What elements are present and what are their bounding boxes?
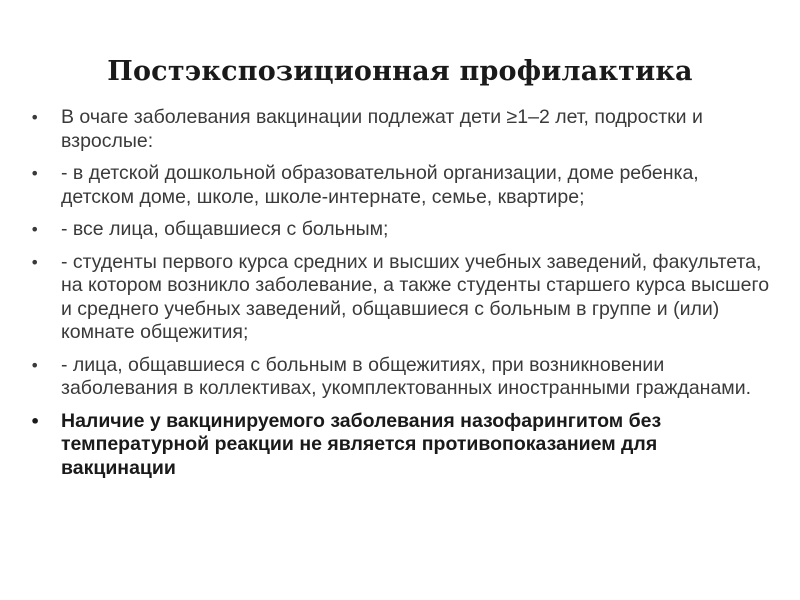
bullet-item <box>30 106 770 153</box>
bullet-dot-icon: • <box>30 411 41 431</box>
bullet-item <box>30 251 770 345</box>
bullet-dot-icon: • <box>30 164 40 183</box>
bullet-dot-icon: • <box>30 355 40 375</box>
bullet-dot-icon: • <box>30 252 40 272</box>
bullet-item <box>30 218 770 242</box>
bullet-list <box>30 106 770 489</box>
slide-title: Постэкспозиционная профилактика <box>107 56 693 87</box>
bullet-text: Наличие у вакцинируемого заболевания назофарингитом без температурной реакции не является противопоказанием для вакцинации <box>61 409 662 479</box>
bullet-text: - в детской дошкольной образовательной организации, доме ребенка, детском доме, школе, школе-интернате, семье, квартире; <box>61 162 699 208</box>
bullet-dot-icon: • <box>30 108 40 127</box>
bullet-item <box>30 162 770 209</box>
bullet-text: - лица, общавшиеся с больным в общежитиях, при возникновении заболевания в коллективах, укомплектованных иностранными гражданами. <box>61 353 752 399</box>
bullet-dot-icon: • <box>30 220 40 239</box>
bullet-item-emphasis <box>30 410 770 481</box>
bullet-item <box>30 354 770 401</box>
bullet-text: - все лица, общавшиеся с больным; <box>61 218 389 240</box>
bullet-text: - студенты первого курса средних и высших учебных заведений, факультета, на котором возникло заболевание, а также студенты старшего курса высшего и среднего учебных заведений, общавшиеся с больным в группе и (или) комнате общежития; <box>61 250 770 343</box>
bullet-text: В очаге заболевания вакцинации подлежат дети ≥1–2 лет, подростки и взрослые: <box>61 106 703 152</box>
